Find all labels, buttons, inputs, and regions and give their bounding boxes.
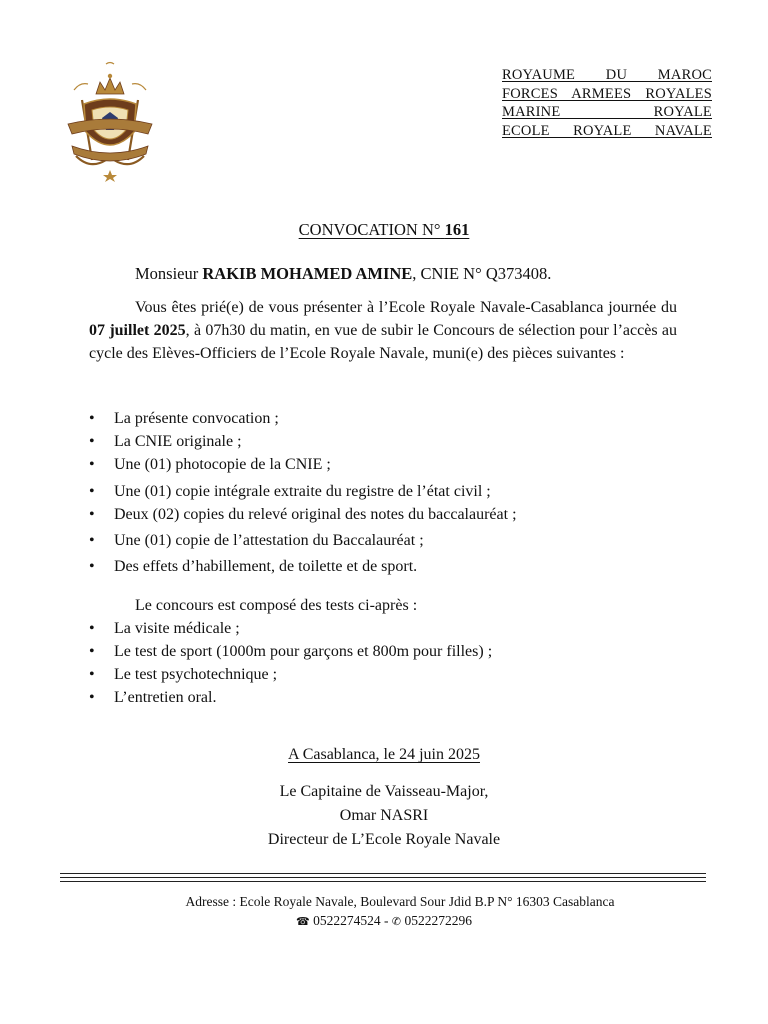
bullet: • (89, 506, 95, 523)
header-navy: MARINE ROYALE (502, 104, 712, 120)
documents-list (89, 407, 517, 578)
footer-divider (60, 873, 706, 874)
bullet: • (89, 666, 95, 683)
tests-list (89, 617, 492, 709)
signatory-name: Omar NASRI (339, 807, 429, 824)
place-date-text: A Casablanca, le 24 juin 2025 (288, 746, 480, 763)
title-label: CONVOCATION N° (298, 220, 441, 239)
naval-school-emblem-icon (62, 60, 158, 182)
list-item-text: La CNIE originale ; (114, 433, 242, 450)
bullet: • (89, 558, 95, 575)
convocation-number: 161 (444, 220, 470, 239)
footer-address: Adresse : Ecole Royale Navale, Boulevard Sour Jdid B.P N° 16303 Casablanca (185, 894, 615, 909)
list-item (89, 430, 517, 453)
document-title (0, 220, 768, 240)
list-item-text: Le test de sport (1000m pour garçons et 800m pour filles) ; (114, 643, 493, 660)
bullet: • (89, 483, 95, 500)
list-item (89, 555, 517, 578)
list-item-text: Une (01) copie de l’attestation du Baccalauréat ; (114, 532, 424, 549)
list-item (89, 663, 492, 686)
bullet: • (89, 532, 95, 549)
footer-divider (60, 881, 706, 882)
list-item-text: La visite médicale ; (114, 620, 240, 637)
bullet: • (89, 620, 95, 637)
tests-intro: Le concours est composé des tests ci-après : (135, 597, 418, 614)
bullet: • (89, 410, 95, 427)
body-part1: Vous êtes prié(e) de vous présenter à l’Ecole Royale Navale-Casablanca journée du (135, 299, 677, 316)
signature-block (0, 780, 768, 852)
cnie-label: , CNIE N° (412, 264, 482, 283)
list-item-text: La présente convocation ; (114, 410, 279, 427)
cnie-number: Q373408 (485, 264, 548, 283)
list-item-text: Deux (02) copies du relevé original des notes du baccalauréat ; (114, 506, 517, 523)
list-item (89, 480, 517, 503)
recipient-name: RAKIB MOHAMED AMINE (202, 264, 413, 283)
signatory-position: Directeur de L’Ecole Royale Navale (267, 831, 501, 848)
recipient-end: . (547, 264, 552, 283)
exam-date: 07 juillet 2025 (89, 322, 186, 339)
bullet: • (89, 643, 95, 660)
body-part2: , à 07h30 du matin, en vue de subir le Concours de sélection pour l’accès au cycle des Elèves-Officiers de l’Ecole Royale Navale, muni(e) des pièces suivantes : (89, 322, 677, 362)
list-item-text: Des effets d’habillement, de toilette et de sport. (114, 558, 418, 575)
list-item (89, 529, 517, 552)
list-item-text: L’entretien oral. (114, 689, 217, 706)
bullet: • (89, 433, 95, 450)
phone-number: 0522274524 (313, 913, 381, 928)
header-block (502, 66, 712, 140)
header-kingdom: ROYAUME DU MAROC (502, 67, 712, 83)
signatory-rank: Le Capitaine de Vaisseau-Major, (279, 783, 489, 800)
header-forces: FORCES ARMEES ROYALES (502, 85, 712, 102)
list-item (89, 407, 517, 430)
phone-icon: ☎ (296, 915, 310, 928)
body-paragraph (89, 296, 677, 365)
footer-divider (60, 877, 706, 878)
fax-number: 0522272296 (404, 913, 472, 928)
recipient-line (135, 264, 715, 284)
phone-separator: - (383, 913, 389, 928)
list-item-text: Le test psychotechnique ; (114, 666, 278, 683)
bullet: • (89, 456, 95, 473)
footer-phones (0, 911, 768, 932)
header-school: ECOLE ROYALE NAVALE (502, 122, 712, 139)
fax-icon: ✆ (391, 915, 402, 928)
bullet: • (89, 689, 95, 706)
place-date (0, 746, 768, 764)
list-item (89, 640, 492, 663)
list-item-text: Une (01) photocopie de la CNIE ; (114, 456, 331, 473)
list-item (89, 686, 492, 709)
list-item (89, 617, 492, 640)
list-item (89, 453, 517, 476)
list-item-text: Une (01) copie intégrale extraite du registre de l’état civil ; (114, 483, 491, 500)
salutation: Monsieur (135, 264, 199, 283)
list-item (89, 503, 517, 526)
